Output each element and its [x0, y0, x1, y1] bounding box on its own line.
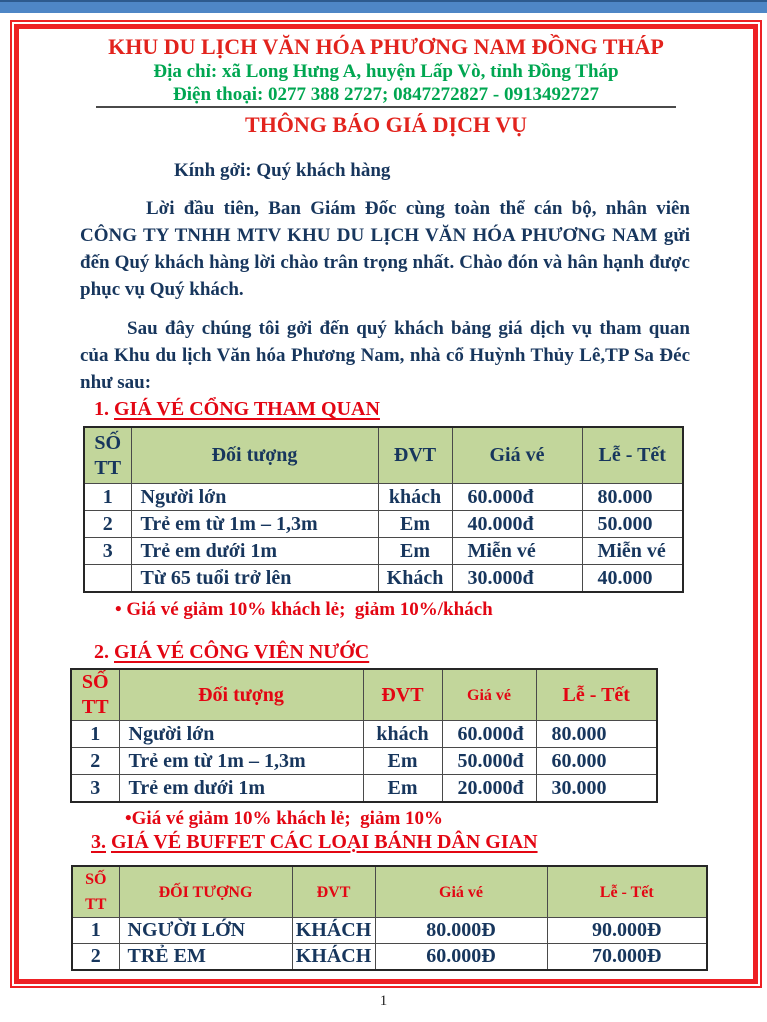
column-header: Đối tượng: [119, 669, 363, 721]
column-header: SỐ TT: [84, 427, 131, 484]
table-cell: KHÁCH: [292, 918, 375, 944]
table-header-row: [84, 427, 683, 484]
table-row: [84, 484, 683, 511]
salutation: Kính gởi: Quý khách hàng: [174, 160, 391, 181]
table-cell: Miễn vé: [582, 538, 683, 565]
price-table-waterpark: [70, 668, 658, 803]
table-cell: KHÁCH: [292, 944, 375, 971]
table-row: [84, 565, 683, 593]
column-header: Đối tượng: [131, 427, 378, 484]
page-number: 1: [379, 993, 388, 1009]
table-cell: 2: [84, 511, 131, 538]
section-title: GIÁ VÉ BUFFET CÁC LOẠI BÁNH DÂN GIAN: [111, 831, 538, 853]
table-cell: 50.000: [582, 511, 683, 538]
table-cell: [84, 565, 131, 593]
section-heading-1: [94, 397, 753, 421]
intro-paragraph-1: Lời đầu tiên, Ban Giám Đốc cùng toàn thể cán bộ, nhân viên CÔNG TY TNHH MTV KHU DU LỊCH VĂN HÓA PHƯƠNG NAM gửi đến Quý khách hàng lời chào trân trọng nhất. Chào đón và hân hạnh được phục vụ Quý khách.: [80, 198, 690, 300]
intro-paragraph-2: Sau đây chúng tôi gởi đến quý khách bảng giá dịch vụ tham quan của Khu du lịch Văn hóa Phương Nam, nhà cổ Huỳnh Thủy Lê,TP Sa Đéc như sau:: [80, 318, 690, 393]
section-title: GIÁ VÉ CÔNG VIÊN NƯỚC: [114, 641, 370, 663]
table-cell: 1: [72, 918, 119, 944]
table-cell: 50.000đ: [442, 748, 536, 775]
table-row: [71, 775, 657, 803]
column-header: Lễ - Tết: [536, 669, 657, 721]
table-cell: 30.000đ: [452, 565, 582, 593]
table-note-2: •Giá vé giảm 10% khách lẻ; giảm 10%: [125, 808, 444, 829]
column-header: Giá vé: [452, 427, 582, 484]
column-header: ĐVT: [363, 669, 442, 721]
phone-line: Điện thoại: 0277 388 2727; 0847272827 - 0913492727: [173, 84, 599, 105]
table-cell: Em: [378, 538, 452, 565]
table-cell: 20.000đ: [442, 775, 536, 803]
separator-line: [96, 106, 676, 108]
table-cell: Em: [378, 511, 452, 538]
column-header: SỐ TT: [71, 669, 119, 721]
table-cell: 60.000Đ: [375, 944, 547, 971]
table-cell: 1: [84, 484, 131, 511]
table-row: [71, 721, 657, 748]
table-row: [84, 538, 683, 565]
price-table-buffet: [71, 865, 708, 971]
table-cell: NGƯỜI LỚN: [119, 918, 292, 944]
table-cell: khách: [378, 484, 452, 511]
table-cell: TRẺ EM: [119, 944, 292, 971]
section-number: 3.: [91, 831, 106, 853]
table-row: [71, 748, 657, 775]
table-cell: Em: [363, 775, 442, 803]
table-row: [84, 511, 683, 538]
column-header: Giá vé: [375, 866, 547, 918]
column-header: Lễ - Tết: [547, 866, 707, 918]
page-border-frame-inner: [14, 24, 758, 984]
page-border-frame: [10, 20, 762, 988]
table-cell: Trẻ em từ 1m – 1,3m: [119, 748, 363, 775]
table-cell: 90.000Đ: [547, 918, 707, 944]
table-cell: 80.000: [582, 484, 683, 511]
table-row: [72, 918, 707, 944]
address-line: Địa chỉ: xã Long Hưng A, huyện Lấp Vò, tỉnh Đồng Tháp: [153, 61, 619, 82]
column-header: Giá vé: [442, 669, 536, 721]
section-heading-3: [91, 830, 753, 854]
table-header-row: [72, 866, 707, 918]
table-cell: khách: [363, 721, 442, 748]
table-cell: 80.000: [536, 721, 657, 748]
table-cell: 2: [72, 944, 119, 971]
company-name: KHU DU LỊCH VĂN HÓA PHƯƠNG NAM ĐỒNG THÁP: [108, 34, 664, 59]
table-cell: Khách: [378, 565, 452, 593]
table-cell: Trẻ em từ 1m – 1,3m: [131, 511, 378, 538]
table-cell: Người lớn: [131, 484, 378, 511]
table-cell: 30.000: [536, 775, 657, 803]
table-cell: Miễn vé: [452, 538, 582, 565]
document-title: THÔNG BÁO GIÁ DỊCH VỤ: [245, 112, 527, 137]
table-cell: 40.000: [582, 565, 683, 593]
table-cell: 70.000Đ: [547, 944, 707, 971]
column-header: ĐVT: [292, 866, 375, 918]
section-number: 2.: [94, 641, 109, 663]
top-accent-bar: [0, 0, 767, 13]
table-cell: Em: [363, 748, 442, 775]
table-header-row: [71, 669, 657, 721]
table-cell: 60.000đ: [452, 484, 582, 511]
table-cell: 60.000: [536, 748, 657, 775]
table-cell: Người lớn: [119, 721, 363, 748]
section-number: 1.: [94, 398, 109, 420]
column-header: ĐVT: [378, 427, 452, 484]
table-cell: 40.000đ: [452, 511, 582, 538]
table-row: [72, 944, 707, 971]
table-cell: 3: [71, 775, 119, 803]
table-cell: 3: [84, 538, 131, 565]
table-cell: Từ 65 tuổi trở lên: [131, 565, 378, 593]
table-cell: 1: [71, 721, 119, 748]
document-content: [19, 29, 753, 979]
table-cell: Trẻ em dưới 1m: [119, 775, 363, 803]
table-note-1: • Giá vé giảm 10% khách lẻ; giảm 10%/khách: [115, 599, 493, 620]
table-cell: 60.000đ: [442, 721, 536, 748]
column-header: Lễ - Tết: [582, 427, 683, 484]
table-cell: Trẻ em dưới 1m: [131, 538, 378, 565]
price-table-gate: [83, 426, 684, 593]
column-header: SỐ TT: [72, 866, 119, 918]
table-cell: 2: [71, 748, 119, 775]
table-cell: 80.000Đ: [375, 918, 547, 944]
section-heading-2: [94, 640, 753, 664]
column-header: ĐỐI TƯỢNG: [119, 866, 292, 918]
section-title: GIÁ VÉ CỔNG THAM QUAN: [114, 398, 380, 420]
